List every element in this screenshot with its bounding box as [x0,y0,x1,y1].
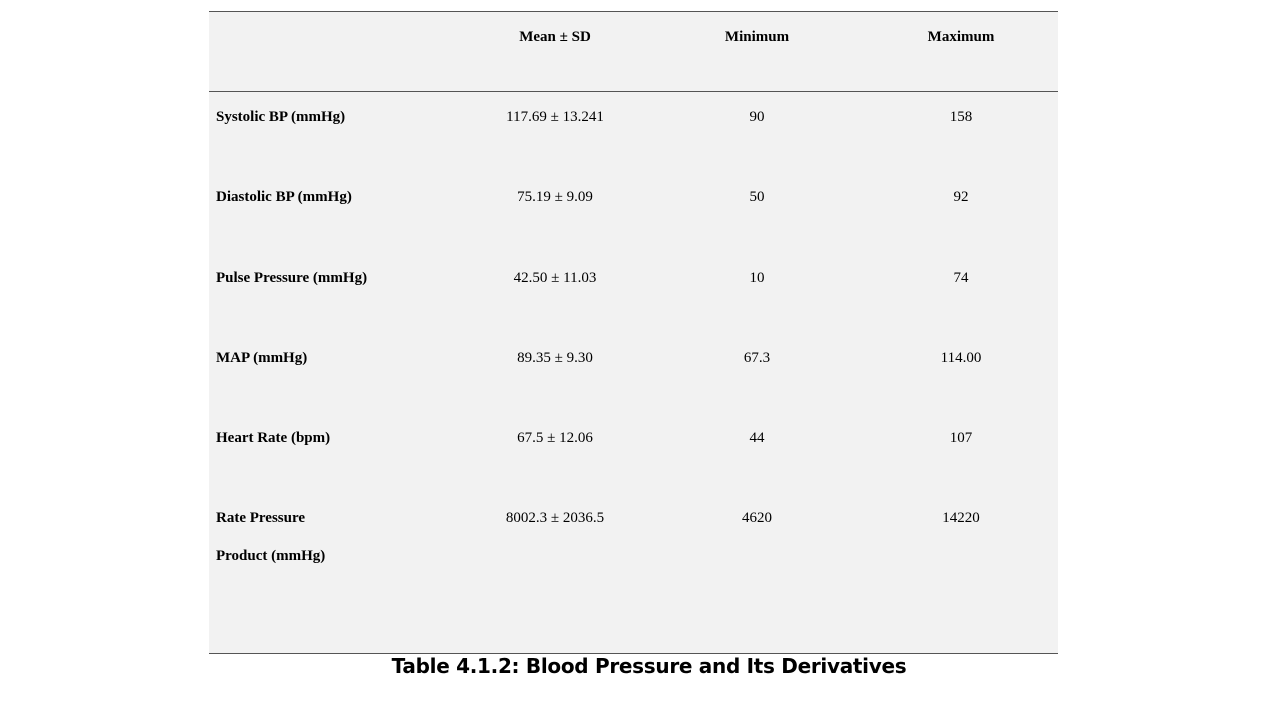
cell-minimum: 4620 [742,510,772,526]
cell-minimum: 10 [749,270,765,286]
row-label-rate-pressure-line1: Rate Pressure [216,510,306,526]
header-mean-sd: Mean ± SD [519,29,591,45]
cell-mean-sd: 42.50 ± 11.03 [513,270,597,286]
row-label-map: MAP (mmHg) [216,350,308,366]
cell-maximum: 114.00 [940,350,982,366]
row-label-systolic: Systolic BP (mmHg) [216,109,346,125]
cell-maximum: 92 [953,189,969,205]
header-minimum: Minimum [724,29,790,45]
row-label-diastolic: Diastolic BP (mmHg) [216,189,352,205]
row-label-pulse-pressure: Pulse Pressure (mmHg) [216,270,368,286]
cell-minimum: 44 [749,430,765,446]
cell-maximum: 14220 [942,510,980,526]
cell-maximum: 107 [949,430,973,446]
data-table [209,11,1058,654]
cell-mean-sd: 75.19 ± 9.09 [517,189,593,205]
cell-maximum: 158 [949,109,973,125]
cell-minimum: 90 [749,109,765,125]
header-divider [209,91,1058,92]
cell-minimum: 50 [749,189,765,205]
cell-mean-sd: 8002.3 ± 2036.5 [505,510,605,526]
cell-maximum: 74 [953,270,969,286]
cell-mean-sd: 67.5 ± 12.06 [517,430,593,446]
header-maximum: Maximum [927,29,995,45]
cell-mean-sd: 89.35 ± 9.30 [517,350,593,366]
row-label-rate-pressure-line2: Product (mmHg) [216,548,326,564]
cell-minimum: 67.3 [743,350,771,366]
row-label-heart-rate: Heart Rate (bpm) [216,430,331,446]
cell-mean-sd: 117.69 ± 13.241 [506,109,604,125]
table-caption: Table 4.1.2: Blood Pressure and Its Derivatives [391,654,907,678]
